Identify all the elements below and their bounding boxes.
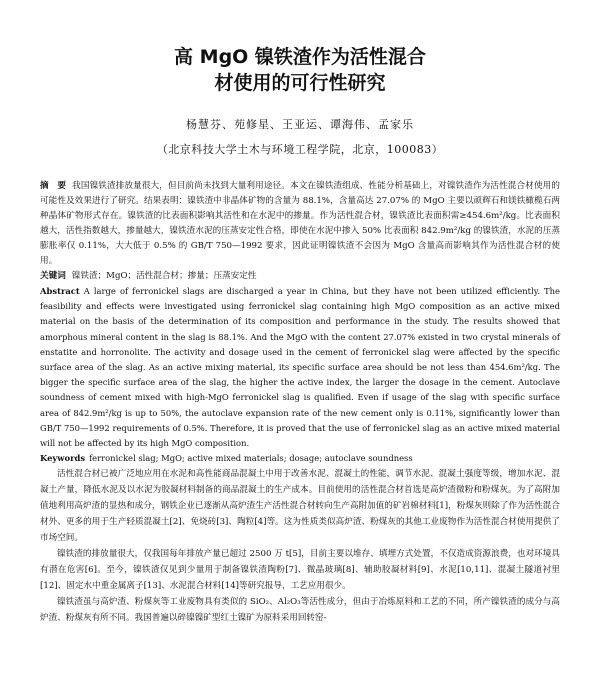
keywords-en-text: ferronickel slag; MgO; active mixed materials; dosage; autoclave soundness	[89, 453, 413, 464]
title-line-2: 材使用的可行性研究	[214, 72, 386, 94]
abstract-zh	[40, 179, 560, 269]
keywords-en	[40, 451, 560, 466]
keywords-en-label: Keywords	[40, 453, 86, 464]
affiliation: （北京科技大学土木与环境工程学院，北京，100083）	[156, 143, 444, 156]
abstract-en-label: Abstract	[40, 286, 80, 296]
keywords-zh	[40, 269, 560, 284]
title-line-1: 高 MgO 镍铁渣作为活性混合	[174, 46, 426, 68]
abstract-zh-text: 我国镍铁渣排放量很大，但目前尚未找到大量利用途径。本文在镍铁渣组成、性能分析基础上，对镍铁渣作为活性混合材使用的可能性及效果进行了研究。结果表明：镍铁渣中非晶体矿物的含量为 88.1%，含量高达 27.07% 的 MgO 主要以顽辉石和镁铁橄榄石两种晶体矿物形式存在。镍铁渣的比表面积影响其活性和在水泥中的掺量。作为活性混合材，镍铁渣比表面积需≥454.6m²/kg。比表面积越大，活性指数越大，掺量越大，镍铁渣水泥的压蒸安定性合格，即使在水泥中掺入 50% 比表面积 842.9m²/kg 的镍铁渣，水泥的压蒸膨胀率仅 0.11%，大大低于 0.5% 的 GB/T 750—1992 要求，因此证明镍铁渣不会因为 MgO 含量高而影响其作为活性混合材的使用。	[40, 181, 560, 266]
body-paragraph-2: 镍铁渣的排放量很大，仅我国每年排放产量已超过 2500 万 t[5]，目前主要以堆存、填埋方式处置，不仅造成资源浪费，也对环境具有潜在危害[6]。至今，镍铁渣仅见到少量用于制备镍铁渣陶粉[7]、微晶玻璃[8]、辅助胶凝材料[9]、水泥[10,11]、混凝土隧道衬里[12]、固定水中重金属离子[13]、水泥混合材料[14]等研究报导，工艺应用很少。	[40, 549, 560, 592]
abstract-zh-label: 摘 要	[40, 181, 67, 191]
body-paragraph-1: 活性混合材已被广泛地应用在水泥和高性能商品混凝土中用于改善水泥、混凝土的性能，调节水泥、混凝土强度等级，增加水泥、混凝土产量，降低水泥及以水泥为胶凝材料制备的商品混凝土的生产成本。目前使用的活性混合材首选是高炉渣微粉和粉煤灰。为了高附加值地利用高炉渣的显热和成分，钢铁企业已逐渐从高炉渣生产活性混合材转向生产高附加值的矿岩棉材料[1]，粉煤灰则除了作为活性混合材外、更多的用于生产轻质混凝土[2]、免烧砖[3]、陶粒[4]等。这为性质类似高炉渣、粉煤灰的其他工业废物作为活性混合材使用提供了市场空间。	[40, 469, 560, 544]
keywords-zh-label: 关键词	[40, 271, 66, 281]
abstract-en	[40, 284, 560, 451]
author-list: 杨慧芬、苑修星、王亚运、谭海伟、孟家乐	[186, 118, 414, 131]
paper-title	[40, 0, 560, 96]
abstract-en-text: A large of ferronickel slags are discharged a year in China, but they have not been utilized efficiently. The feasibility and effects were investigated using ferronickel slag containing high MgO composition as an active mixed material on the basis of the determination of its composition and performance in the study. The results showed that amorphous mineral content in the slag is 88.1%. And the MgO with the content 27.07% existed in two crystal minerals of enstatite and horronolite. The activity and dosage used in the cement of ferronickel slag were affected by the specific surface area of the slag. As an active mixing material, its specific surface area should be not less than 454.6m²/kg. The bigger the specific surface area of the slag, the higher the active index, the larger the dosage in the cement. Autoclave soundness of cement mixed with high-MgO ferronickel slag is qualified. Even if usage of the slag with specific surface area of 842.9m²/kg is up to 50%, the autoclave expansion rate of the new cement only is 0.11%, significantly lower than GB/T 750—1992 requirements of 0.5%. Therefore, it is proved that the use of ferronickel slag as an active mixed material will not be affected by its high MgO composition.	[40, 286, 560, 449]
body-paragraph-3: 镍铁渣虽与高炉渣、粉煤灰等工业废物具有类似的 SiO₂、Al₂O₃等活性成分，但由于冶炼原料和工艺的不同，所产镍铁渣的成分与高炉渣、粉煤灰有所不同。我国普遍以碎镍镍矿型红土镍矿为原料采用回转窑-	[40, 597, 560, 624]
keywords-zh-text: 镍铁渣；MgO；活性混合材；掺量；压蒸安定性	[71, 271, 257, 281]
